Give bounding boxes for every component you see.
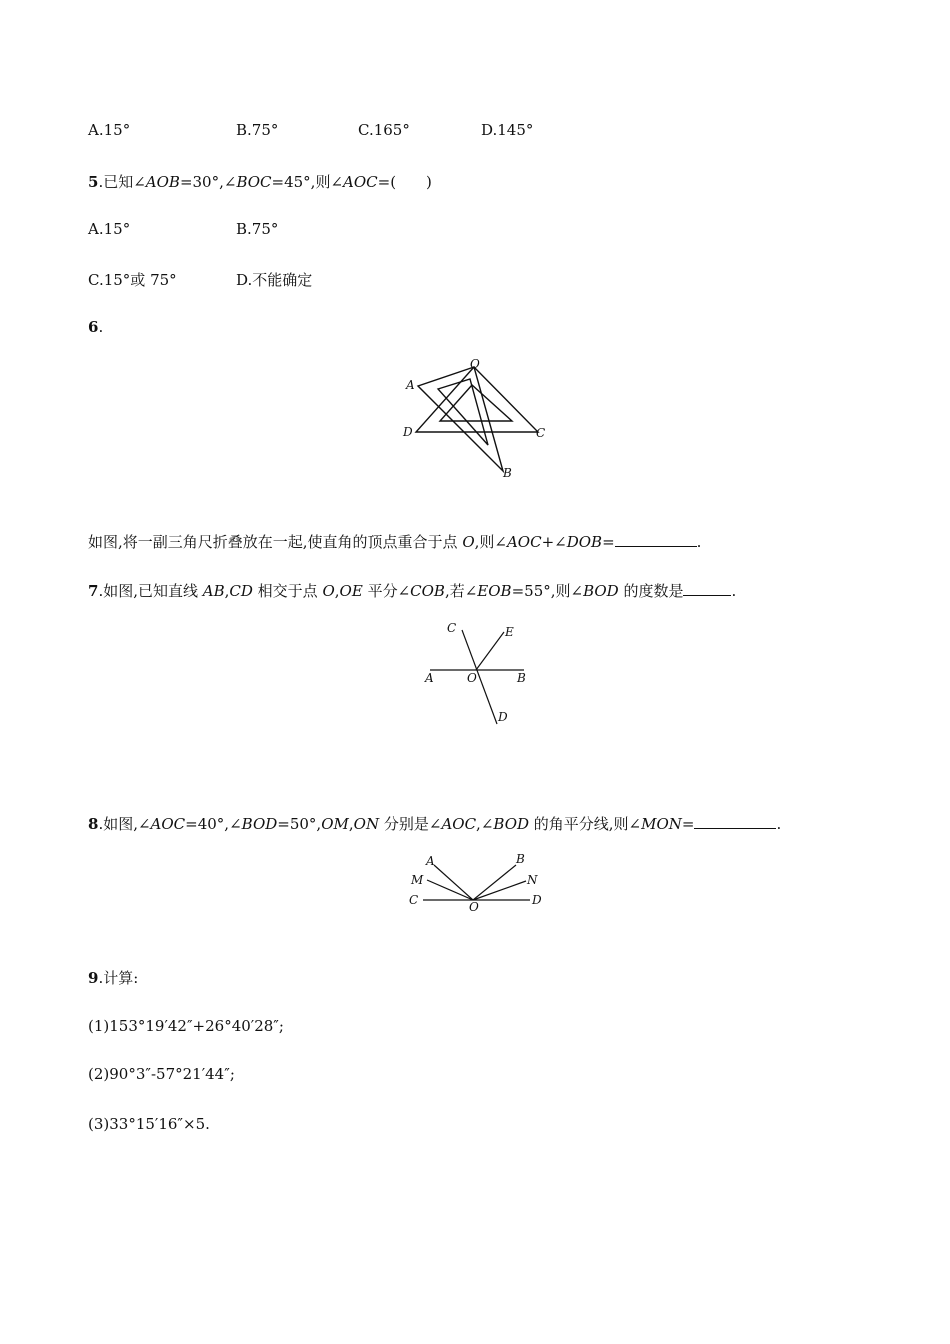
- q6-answer-blank[interactable]: [615, 532, 697, 547]
- q6-question: 如图,将一副三角尺折叠放在一起,使直角的顶点重合于点 O,则∠AOC+∠DOB= .: [88, 533, 702, 551]
- q5-option-a: A.15°: [88, 220, 131, 238]
- q4-option-b: B.75°: [236, 121, 279, 139]
- q8-ray-on: [473, 881, 526, 900]
- q8-number: 8: [88, 815, 99, 833]
- q5-option-b: B.75°: [236, 220, 279, 238]
- q7-lines-figure: [420, 618, 535, 728]
- q8-question: 8.如图,∠AOC=40°,∠BOD=50°,OM,ON 分别是∠AOC,∠BOD 的角平分线,则∠MON= .: [88, 815, 782, 833]
- q4-option-d: D.145°: [481, 121, 534, 139]
- q5-option-c: C.15°或 75°: [88, 271, 177, 289]
- q7-answer-blank[interactable]: [683, 581, 731, 596]
- q8-label-a: A: [426, 854, 435, 868]
- q9-title: 9.计算:: [88, 969, 139, 987]
- q7-ray-oe: [476, 632, 504, 670]
- q6-label-c: C: [536, 426, 546, 440]
- q4-option-c: C.165°: [358, 121, 410, 139]
- q8-label-m: M: [411, 873, 424, 887]
- q9-item-2: (2)90°3″-57°21′44″;: [88, 1065, 235, 1083]
- q6-label-d: D: [403, 425, 413, 439]
- q4-option-a: A.15°: [88, 121, 131, 139]
- q6-triangles-figure: [400, 355, 560, 485]
- q7-label-c: C: [447, 621, 457, 635]
- q7-label-a: A: [425, 671, 434, 685]
- q8-angles-figure: [405, 850, 550, 915]
- q8-label-c: C: [409, 893, 419, 907]
- q7-question: 7.如图,已知直线 AB,CD 相交于点 O,OE 平分∠COB,若∠EOB=55°,则∠BOD 的度数是 .: [88, 582, 737, 600]
- q6-header: 6.: [88, 318, 104, 336]
- q5-number: 5: [88, 173, 99, 191]
- q5-question: 5.已知∠AOB=30°,∠BOC=45°,则∠AOC=( ): [88, 173, 432, 191]
- q8-ray-ob: [473, 865, 516, 900]
- q5-option-d: D.不能确定: [236, 271, 313, 289]
- q8-label-d: D: [532, 893, 542, 907]
- q7-number: 7: [88, 582, 99, 600]
- q6-label-b: B: [503, 466, 512, 480]
- q7-label-e: E: [505, 625, 514, 639]
- q8-answer-blank[interactable]: [694, 814, 776, 829]
- q6-label-o: O: [470, 357, 480, 371]
- q7-label-b: B: [517, 671, 526, 685]
- q8-ray-oa: [434, 865, 473, 900]
- q7-label-d: D: [498, 710, 508, 724]
- q6-number: 6: [88, 318, 99, 336]
- q8-label-n: N: [527, 873, 538, 887]
- q9-item-1: (1)153°19′42″+26°40′28″;: [88, 1017, 284, 1035]
- q7-label-o: O: [467, 671, 477, 685]
- q8-label-o: O: [469, 900, 479, 914]
- q9-number: 9: [88, 969, 99, 987]
- q8-label-b: B: [516, 852, 525, 866]
- q9-item-3: (3)33°15′16″×5.: [88, 1115, 210, 1133]
- q6-label-a: A: [406, 378, 415, 392]
- q8-ray-om: [427, 880, 473, 900]
